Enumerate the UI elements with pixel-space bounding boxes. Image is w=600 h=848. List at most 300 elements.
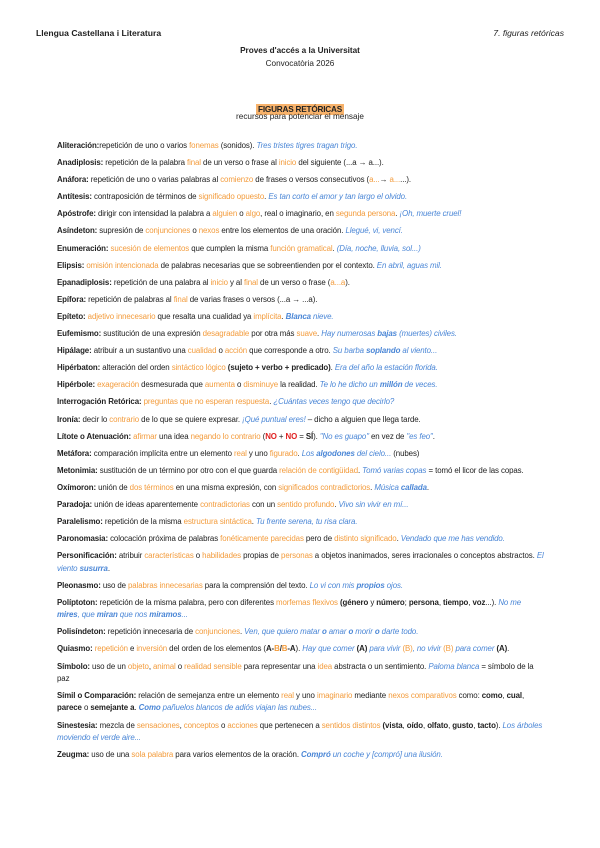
figure-text: al viento... (400, 346, 438, 356)
figure-entry (57, 191, 545, 203)
figure-text: la realidad. (278, 380, 320, 390)
figure-text: inicio (278, 158, 297, 168)
figure-text: Compró (301, 750, 331, 760)
figure-entry (57, 448, 545, 460)
figure-text: mires (57, 610, 78, 620)
figure-term: Políptoton: (57, 597, 98, 607)
figure-text: del orden de los elementos ( (167, 644, 266, 654)
figure-text: (B) (402, 644, 413, 654)
figure-entry (57, 465, 545, 477)
figure-text: en una misma expresión, con (173, 482, 279, 492)
figure-text: amar (326, 627, 349, 637)
figure-text: exageración (97, 380, 140, 390)
figure-text: supresión de (97, 226, 146, 236)
figure-text: Vivo sin vivir en mí... (338, 499, 409, 509)
figure-text: A- (265, 644, 275, 654)
figure-text: y uno (293, 691, 317, 701)
figure-text: Música (374, 482, 401, 492)
figure-text: sensaciones (136, 720, 180, 730)
figure-text: a objetos inanimados, seres irracionales o conceptos abstractos. (312, 551, 537, 561)
figure-term: Paradoja: (57, 499, 93, 509)
figure-term: Pleonasmo: (57, 580, 101, 590)
figure-text: segunda persona (335, 209, 396, 219)
figure-text: nexos comparativos (388, 691, 457, 701)
figure-text: o (348, 627, 354, 637)
figure-text: , (402, 720, 407, 730)
figure-entry (57, 643, 545, 655)
exam-title: Proves d'accés a la Universitat (240, 46, 360, 55)
figure-text: acción (224, 346, 248, 356)
figure-entry (57, 690, 545, 715)
figure-text: NO (285, 431, 298, 441)
figure-term: Personificación: (57, 551, 117, 561)
figure-text: . (251, 517, 256, 527)
figures-list (57, 140, 545, 766)
figure-text: inversión (136, 644, 168, 654)
figure-text: desmesurada que (139, 380, 205, 390)
figure-text: pero de (303, 534, 335, 544)
figure-entry (57, 277, 545, 289)
figure-text: darte todo. (379, 627, 419, 637)
figure-text: dos términos (129, 482, 174, 492)
figure-text: Vendado que me has vendido. (400, 534, 505, 544)
figure-text: (muertes) civiles. (396, 329, 457, 339)
figure-text: acciones (227, 720, 258, 730)
figure-text: omisión intencionada (86, 260, 159, 270)
figure-text: mezcla de (97, 720, 137, 730)
figure-text: imaginario (316, 691, 353, 701)
figure-text: contraposición de términos de (91, 192, 199, 202)
figure-term: Interrogación Retórica: (57, 397, 142, 407)
figure-text: (género (340, 597, 369, 607)
figure-text: Tres tristes tigres tragan trigo. (256, 141, 358, 150)
figure-text: ). (295, 644, 303, 654)
figure-text: Tu frente serena, tu risa clara. (255, 517, 358, 527)
figure-text: morfemas flexivos (276, 597, 338, 607)
figure-text: NO (265, 431, 277, 441)
figure-text: persona (408, 597, 439, 607)
subject-header: Llengua Castellana i Literatura (36, 28, 162, 38)
figure-text: atribuir (116, 551, 145, 561)
figure-term: Apóstrofe: (57, 209, 96, 219)
figure-entry (57, 328, 545, 340)
figure-text: -A (287, 644, 296, 654)
figure-text: dirigir con intensidad la palabra a (95, 209, 213, 219)
figure-text: bajas (377, 329, 397, 339)
figure-text: función gramatical (270, 243, 333, 253)
figure-text: de varias frases o versos (...a → ...a). (187, 294, 318, 304)
figure-text: ; (404, 597, 409, 607)
figure-text: parece (57, 703, 82, 713)
figure-text: relación de semejanza entre un elemento (136, 691, 282, 701)
figure-term: Polisíndeton: (57, 627, 106, 637)
figure-text: . (134, 703, 139, 713)
figure-text: (sujeto + verbo + predicado) (227, 363, 331, 373)
figure-text: e (127, 644, 137, 654)
figure-entry (57, 362, 545, 374)
figure-text: (nubes) (391, 448, 420, 458)
figure-text: ojos. (384, 580, 403, 590)
figure-text: "No es guapo" (319, 431, 369, 441)
figure-text: que resalta una cualidad ya (155, 311, 254, 321)
figure-text: , (473, 720, 478, 730)
figure-text: algodones (316, 448, 355, 458)
figure-text: relación de contigüidad (279, 465, 358, 475)
figure-text: animal (153, 661, 176, 671)
figure-text: (vista (382, 720, 403, 730)
figure-text: fonemas (189, 141, 219, 150)
figure-entry (57, 414, 545, 426)
figure-text: preguntas que no esperan respuesta (143, 397, 270, 407)
figure-term: Oxímoron: (57, 482, 96, 492)
figure-text: Es tan corto el amor y tan largo el olvido. (266, 192, 408, 202)
figure-text: Los árboles moviendo el verde aire... (57, 720, 543, 742)
figure-text: y (368, 597, 377, 607)
figure-text: para la comprensión del texto. (202, 580, 310, 590)
figure-text: y al (227, 277, 244, 287)
figure-text: comienzo (220, 175, 254, 185)
figure-text: gusto (452, 720, 474, 730)
figure-text: . (334, 499, 339, 509)
figure-text: , real o imaginario, en (260, 209, 336, 219)
figure-entry (57, 140, 545, 152)
figure-text: implícita (253, 311, 282, 321)
figure-text: ( (260, 431, 266, 441)
figure-text: repetición (94, 644, 128, 654)
figure-text: El viento (57, 551, 544, 573)
figure-text: negando lo contrario (190, 431, 261, 441)
figure-text: final (243, 277, 258, 287)
figure-text: o (81, 703, 91, 713)
figure-text: sustitución de una expresión (101, 329, 203, 339)
figure-text: En abril, aguas mil. (376, 260, 442, 270)
figure-text: . (432, 431, 435, 441)
figure-term: Antítesis: (57, 192, 92, 202)
page-title-text: FIGURAS RETÓRICAS (258, 105, 342, 114)
figure-text: para representar una (241, 661, 318, 671)
figure-text: fonéticamente parecidas (220, 534, 304, 544)
figure-text: soplando (366, 346, 401, 356)
figure-text: Lo vi con mis (309, 580, 357, 590)
figure-text: o (237, 209, 246, 219)
figure-text: que pertenecen a (257, 720, 322, 730)
figure-text: entre los elementos de una oración. (219, 226, 346, 236)
figure-text: colocación próxima de palabras (107, 534, 221, 544)
figure-text: morir (353, 627, 375, 637)
figure-text: Ven, que quiero matar (244, 627, 322, 637)
figure-text: . (269, 397, 274, 407)
figure-text: "es feo" (406, 431, 433, 441)
figure-text: de palabras necesarias que se sobreentienden por el contexto. (158, 260, 377, 270)
figure-text: Tomó varias copas (362, 465, 427, 475)
figure-text: Hay numerosas (321, 329, 378, 339)
figure-text: ¿Cuántas veces tengo que decirlo? (273, 397, 395, 407)
figure-term: Metáfora: (57, 448, 92, 458)
figure-term: Lítote o Atenuación: (57, 431, 131, 441)
figure-term: Paralelismo: (57, 517, 103, 527)
figure-term: Hipálage: (57, 346, 92, 356)
figure-text: repetición innecesaria de (105, 627, 196, 637)
figure-text: contradictorias (200, 499, 250, 509)
figure-entry (57, 720, 545, 745)
figure-term: Hipérbole: (57, 380, 96, 390)
figure-text: , (502, 691, 507, 701)
figure-text: repetición de uno o varias palabras al (88, 175, 221, 185)
figure-text: Los (301, 448, 317, 458)
figure-text: como: (456, 691, 482, 701)
figure-text: . (426, 482, 429, 492)
figure-text: realidad sensible (184, 661, 242, 671)
figure-text: para vivir (367, 644, 403, 654)
figure-text: habilidades (202, 551, 241, 561)
figure-entry (57, 208, 545, 220)
figure-text: en vez de (368, 431, 407, 441)
figure-text: número (376, 597, 405, 607)
figure-text: tacto (477, 720, 496, 730)
figure-text: , (179, 720, 184, 730)
figure-text: del cielo... (354, 448, 392, 458)
figure-text: de un verso o frase ( (257, 277, 331, 287)
figure-text: afirmar (133, 431, 157, 441)
figure-text: → (379, 175, 390, 185)
figure-text: , que (77, 610, 97, 620)
figure-term: Símil o Comparación: (57, 691, 137, 701)
figure-text: , (423, 720, 428, 730)
figure-text: algo (245, 209, 261, 219)
figure-text: sucesión de elementos (110, 243, 190, 253)
figure-text: una idea (156, 431, 191, 441)
figure-text: (A) (496, 644, 508, 654)
figure-text: o (218, 720, 228, 730)
figure-term: Epíteto: (57, 311, 86, 321)
figure-entry (57, 396, 545, 408)
figure-term: Metonimia: (57, 465, 98, 475)
figure-text: B (281, 644, 288, 654)
figure-text: tiempo (443, 597, 469, 607)
figure-text: , (522, 691, 525, 701)
figure-text: adjetivo innecesario (87, 311, 156, 321)
figure-entry (57, 294, 545, 306)
figure-text: repetición de una palabra al (111, 277, 211, 287)
figure-text: . (107, 563, 110, 573)
figure-text: de un verso o frase al (200, 158, 279, 168)
figure-text: y uno (246, 448, 270, 458)
figure-entry (57, 157, 545, 169)
figure-text: con un (249, 499, 278, 509)
figure-text: o (234, 380, 244, 390)
figure-text: Como (138, 703, 161, 713)
figure-text: . (281, 311, 286, 321)
figure-term: Hipérbaton: (57, 363, 101, 373)
figure-term: Aliteración: (57, 141, 100, 150)
figure-term: Sinestesia: (57, 720, 98, 730)
figure-text: Hay que comer (302, 644, 357, 654)
figure-text: repetición de palabras al (86, 294, 174, 304)
figure-text: mediante (352, 691, 389, 701)
figure-text: disminuye (243, 380, 278, 390)
figure-text: cualidad (187, 346, 217, 356)
figure-term: Paronomasia: (57, 534, 108, 544)
figure-text: repetición de la palabra (103, 158, 187, 168)
figure-text: sentido profundo (277, 499, 335, 509)
figure-text: conjunciones (145, 226, 191, 236)
figure-text: ...). (400, 175, 412, 185)
figure-text: . (395, 209, 400, 219)
exam-session: Convocatòria 2026 (265, 59, 335, 68)
figure-text: . (330, 363, 335, 373)
figure-text: B (274, 644, 280, 654)
figure-text: sintáctico lógico (171, 363, 226, 373)
figure-text: que corresponde a otro. (247, 346, 333, 356)
figure-text: . (239, 627, 245, 637)
figure-text: o (321, 627, 327, 637)
figure-text: . (370, 482, 375, 492)
page-subtitle: recursos para potenciar el mensaje (236, 112, 364, 121)
figure-term: Zeugma: (57, 750, 90, 760)
figure-text: . (396, 534, 401, 544)
figure-term: Eufemismo: (57, 329, 102, 339)
figure-text: , no vivir (412, 644, 444, 654)
figure-text: sentidos distintos (321, 720, 381, 730)
figure-text: real (281, 691, 294, 701)
figure-text: final (173, 294, 188, 304)
figure-entry (57, 516, 545, 528)
figure-text: aumenta (204, 380, 235, 390)
figure-text: . (297, 448, 302, 458)
figure-text: nieve. (310, 311, 334, 321)
figure-text: millón (379, 380, 403, 390)
figure-text: objeto (127, 661, 149, 671)
figure-text: miramos (149, 610, 182, 620)
figure-text: , (468, 597, 473, 607)
figure-text: comparación implícita entre un elemento (91, 448, 235, 458)
figure-text: [compró] una ilusión. (372, 750, 443, 760)
figure-text: propias de (241, 551, 282, 561)
figure-text: unión de (96, 482, 130, 492)
figure-text: No me (498, 597, 522, 607)
figure-text: / (279, 644, 282, 654)
figure-text: . (264, 192, 267, 202)
figure-entry (57, 379, 545, 391)
figure-text: pañuelos blancos de adiós viajan las nubes... (160, 703, 317, 713)
figure-text: sola palabra (131, 750, 174, 760)
figure-text: distinto significado (334, 534, 397, 544)
figure-term: Anadiplosis: (57, 158, 104, 168)
figure-entry (57, 533, 545, 545)
figure-text: por otra más (249, 329, 297, 339)
figure-text: personas (281, 551, 313, 561)
figure-term: Epífora: (57, 294, 87, 304)
figure-text: de frases o versos consecutivos ( (253, 175, 370, 185)
figure-text: decir lo (80, 414, 110, 424)
figure-entry (57, 661, 545, 686)
figure-term: Elipsis: (57, 260, 85, 270)
figure-text: uso de (100, 580, 129, 590)
figure-text: idea (317, 661, 333, 671)
figure-text: contrario (109, 414, 140, 424)
figure-text: significados contradictorios (278, 482, 371, 492)
figure-text: uso de un (89, 661, 128, 671)
figure-text: oído (406, 720, 423, 730)
figure-entry (57, 311, 545, 323)
figure-term: Ironía: (57, 414, 81, 424)
figure-text: , (148, 661, 153, 671)
figure-text: ¡Qué puntual eres! (242, 414, 306, 424)
figure-text: que cumplen la misma (189, 243, 271, 253)
exam-header (0, 44, 600, 70)
figure-entry (57, 626, 545, 638)
figure-text: alteración del orden (100, 363, 172, 373)
figure-term: Anáfora: (57, 175, 89, 185)
figure-term: Epanadiplosis: (57, 277, 112, 287)
figure-term: Asíndeton: (57, 226, 98, 236)
figure-text: ¡Oh, muerte cruel! (399, 209, 462, 219)
figure-text: semejante a (90, 703, 135, 713)
figure-text: o (374, 627, 380, 637)
figure-text: . (317, 329, 322, 339)
figure-entry (57, 749, 545, 761)
figure-text: figurado (269, 448, 298, 458)
figure-text: propios (356, 580, 385, 590)
figure-text: o (175, 661, 185, 671)
figure-entry (57, 597, 545, 622)
figure-text: miran (96, 610, 118, 620)
figure-term: Quiasmo: (57, 644, 93, 654)
figure-text: alguien (212, 209, 238, 219)
figure-text: Su barba (332, 346, 367, 356)
figure-text: ). (313, 431, 320, 441)
figure-text: + (276, 431, 286, 441)
figure-text: repetición de uno o varios (99, 141, 190, 150)
figure-text: inicio (210, 277, 228, 287)
figure-entry (57, 243, 545, 255)
figure-entry (57, 225, 545, 237)
figure-text: para comer (453, 644, 497, 654)
figure-text: significado opuesto (198, 192, 265, 202)
figure-text: Era del año la estación florida. (334, 363, 438, 373)
figure-text: características (144, 551, 194, 561)
figure-entry (57, 550, 545, 575)
figure-text: abstracta o un sentimiento. (332, 661, 429, 671)
figure-text: sustitución de un término por otro con el que guarda (97, 465, 280, 475)
figure-text: = símbolo de la paz (57, 661, 534, 683)
figure-text: palabras innecesarias (128, 580, 203, 590)
figure-text: de veces. (402, 380, 438, 390)
figure-text: olfato (427, 720, 449, 730)
figure-text: a... (369, 175, 380, 185)
figure-text: estructura sintáctica (183, 517, 252, 527)
figure-text: . (507, 644, 510, 654)
figure-text: (sonidos). (218, 141, 257, 150)
figure-text: un coche y (330, 750, 373, 760)
figure-text: cual (506, 691, 522, 701)
figure-text: como (481, 691, 503, 701)
figure-term: Símbolo: (57, 661, 90, 671)
figure-entry (57, 174, 545, 186)
figure-text: Llegué, vi, vencí. (345, 226, 403, 236)
figure-text: callada (400, 482, 427, 492)
figure-text: = tomó el licor de las copas. (426, 465, 524, 475)
figure-term: Enumeración: (57, 243, 109, 253)
figure-text: , (438, 597, 443, 607)
figure-entry (57, 580, 545, 592)
figure-text: . (332, 243, 337, 253)
figure-entry (57, 499, 545, 511)
figure-entry (57, 345, 545, 357)
figure-text: o (193, 551, 203, 561)
figure-entry (57, 482, 545, 494)
figure-text: o (190, 226, 199, 236)
